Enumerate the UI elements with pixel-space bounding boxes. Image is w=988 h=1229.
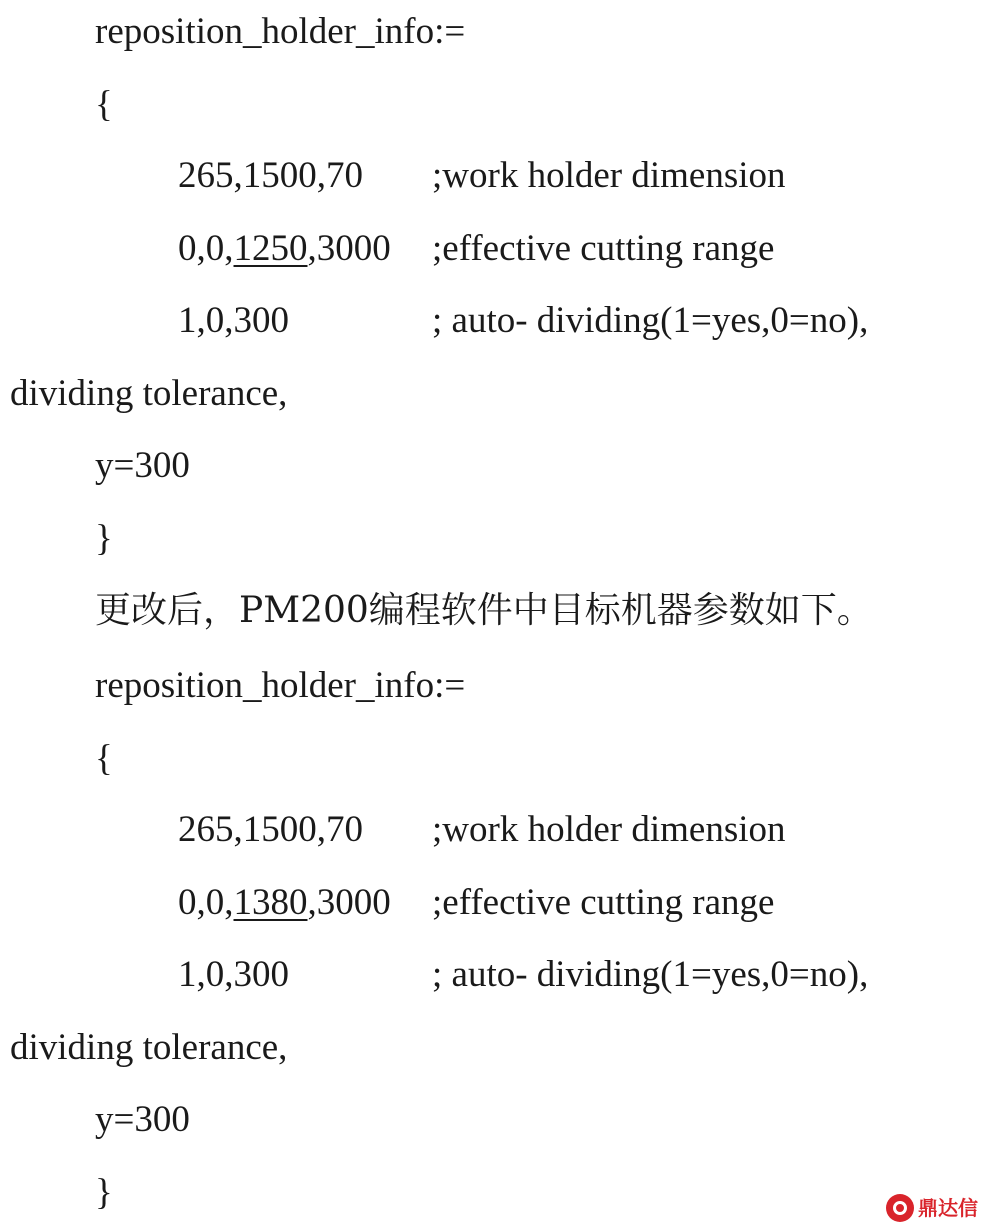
block1-open-brace: { bbox=[95, 84, 113, 125]
block2-row-2-comment: ;effective cutting range bbox=[432, 882, 775, 923]
watermark bbox=[886, 1191, 982, 1225]
block2-close-brace: } bbox=[95, 1172, 113, 1213]
block1-row-1-comment: ;work holder dimension bbox=[432, 155, 786, 196]
block1-wrap-text: dividing tolerance, bbox=[10, 373, 288, 414]
block2-row-1-code bbox=[178, 808, 363, 852]
block1-header: reposition_holder_info:= bbox=[95, 11, 466, 52]
code-post: ,3000 bbox=[307, 228, 391, 269]
paragraph-text: 更改后，PM200编程软件中目标机器参数如下。 bbox=[95, 590, 873, 631]
code-pre: 265,1500,70 bbox=[178, 155, 363, 196]
block2-header: reposition_holder_info:= bbox=[95, 665, 466, 706]
code-pre: 0,0, bbox=[178, 882, 234, 923]
block1-y-line: y=300 bbox=[95, 445, 190, 486]
block2-row-3-comment: ; auto- dividing(1=yes,0=no), bbox=[432, 954, 869, 995]
brand-logo-icon bbox=[886, 1194, 914, 1222]
block2-y-line: y=300 bbox=[95, 1099, 190, 1140]
block2-wrap-text: dividing tolerance, bbox=[10, 1027, 288, 1068]
code-post: ,3000 bbox=[307, 882, 391, 923]
block2-open-brace: { bbox=[95, 738, 113, 779]
code-underlined: 1250 bbox=[233, 228, 308, 269]
block1-row-2-comment: ;effective cutting range bbox=[432, 228, 775, 269]
code-pre: 1,0,300 bbox=[178, 300, 289, 341]
block1-row-3-comment: ; auto- dividing(1=yes,0=no), bbox=[432, 300, 869, 341]
block1-row-3-code bbox=[178, 299, 289, 343]
code-pre: 1,0,300 bbox=[178, 954, 289, 995]
code-pre: 265,1500,70 bbox=[178, 809, 363, 850]
block1-close-brace: } bbox=[95, 518, 113, 559]
block2-row-3-code bbox=[178, 953, 289, 997]
code-underlined: 1380 bbox=[233, 882, 308, 923]
block1-row-1-code bbox=[178, 154, 363, 198]
block2-row-2-code bbox=[178, 881, 391, 925]
block1-row-2-code bbox=[178, 227, 391, 271]
watermark-text: 鼎达信 bbox=[918, 1196, 978, 1220]
block2-row-1-comment: ;work holder dimension bbox=[432, 809, 786, 850]
code-pre: 0,0, bbox=[178, 228, 234, 269]
